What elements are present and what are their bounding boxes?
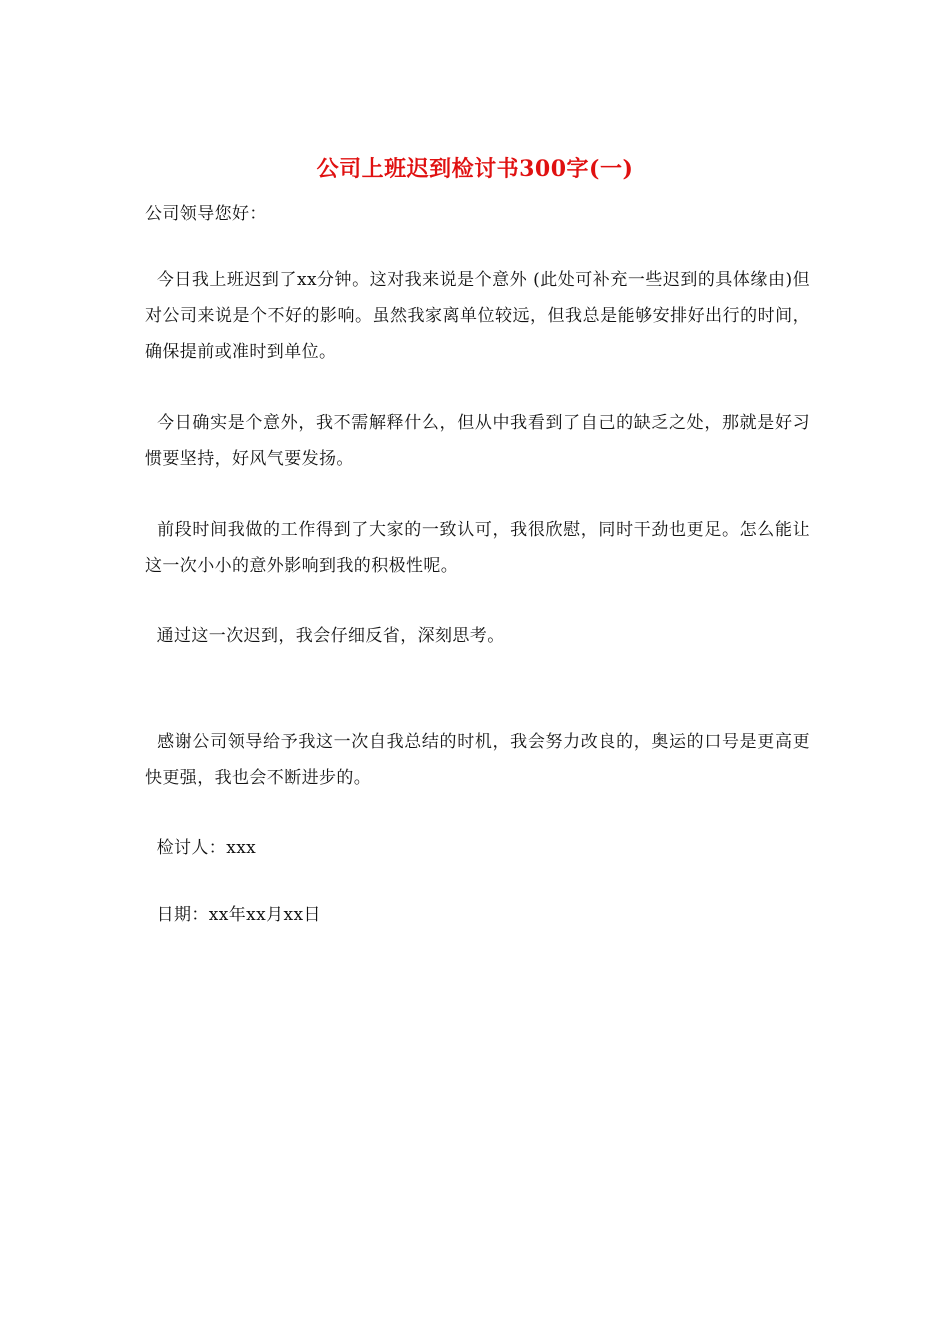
paragraph-5: 感谢公司领导给予我这一次自我总结的时机，我会努力改良的，奥运的口号是更高更快更强，我也会不断进步的。 — [145, 732, 810, 788]
document-title: 公司上班迟到检讨书300字(一) — [316, 156, 634, 182]
paragraph-4: 通过这一次迟到，我会仔细反省，深刻思考。 — [145, 626, 505, 646]
date-line: 日期：xx年xx月xx日 — [145, 905, 321, 925]
paragraph-1: 今日我上班迟到了xx分钟。这对我来说是个意外 (此处可补充一些迟到的具体缘由)但对公司来说是个不好的影响。虽然我家离单位较远，但我总是能够安排好出行的时间，确保提前或准时到单位。 — [145, 270, 811, 362]
signature-line: 检讨人：xxx — [145, 838, 257, 858]
salutation: 公司领导您好： — [145, 204, 267, 224]
paragraph-2: 今日确实是个意外，我不需解释什么，但从中我看到了自己的缺乏之处，那就是好习惯要坚持，好风气要发扬。 — [145, 413, 810, 469]
paragraph-3: 前段时间我做的工作得到了大家的一致认可，我很欣慰，同时干劲也更足。怎么能让这一次小小的意外影响到我的积极性呢。 — [145, 520, 810, 576]
